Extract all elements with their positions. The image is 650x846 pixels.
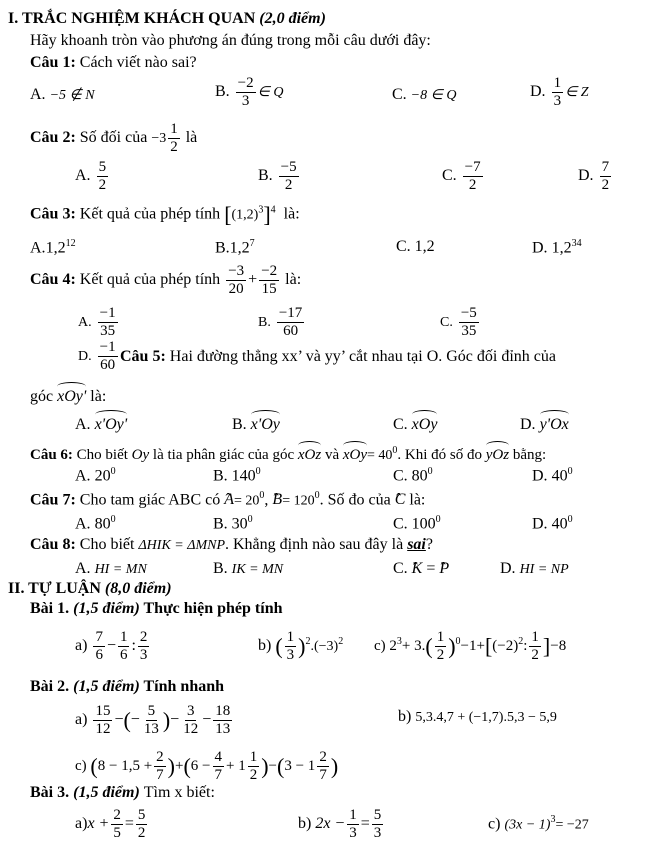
part1-title [8, 10, 326, 28]
q3-stem: Câu 3: Kết quả của phép tính $[(1,2)^3]^4$ là: [30, 202, 300, 227]
q7-option-b[interactable]: B. $30^0$ [213, 514, 253, 533]
q7-option-a[interactable]: A. $80^0$ [75, 514, 116, 533]
q2-option-a[interactable]: A. $\frac{5}{2}$ [75, 159, 107, 193]
q5-option-b[interactable]: B. x'Oy [232, 412, 280, 434]
q3-option-c[interactable]: C. 1,2 [396, 238, 435, 255]
q5-option-a[interactable]: A. x'Oy' [75, 412, 127, 434]
q8-option-a[interactable]: A. HI = MN [75, 560, 147, 577]
q8-option-b[interactable]: B. IK = MN [213, 560, 284, 577]
q3-option-b[interactable]: B.1,2$^7$ [215, 238, 255, 257]
q7-stem: Câu 7: Cho tam giác ABC có $A= 20^0$, $B= 120^0$. Số đo của C là: [30, 490, 426, 509]
q4-option-b[interactable]: B. $\frac{-17}{60}$ [258, 305, 303, 339]
q1-option-d[interactable]: D. $\frac{1}{3}$ ∈ Z [530, 75, 589, 109]
q3-option-d[interactable]: D. $1,2^{34}$ [532, 238, 582, 257]
q2-stem: Câu 2: Số đối của −3 $\frac{1}{2}$ là [30, 121, 198, 155]
q5-option-c[interactable]: C. xOy [393, 412, 437, 434]
bai3-c: c) $(3x - 1)^3= -27$ [488, 814, 589, 833]
q7-option-c[interactable]: C. $100^0$ [393, 514, 441, 533]
q6-option-a[interactable]: A. $20^0$ [75, 466, 116, 485]
q4-option-d[interactable]: D. $\frac{-1}{60}$ [78, 339, 116, 373]
q1-b-frac: $\frac{-2}{3}$ [237, 75, 254, 109]
q1-d-frac: $\frac{1}{3}$ [553, 75, 562, 109]
bai2-a: a) $\frac{15}{12}$ −(− $\frac{5}{13}$ )− $\frac{3}{12}$ − $\frac{18}{13}$ [75, 703, 231, 737]
q7-option-d[interactable]: D. $40^0$ [532, 514, 573, 533]
bai3-b: b) 2x − $\frac{1}{3}$ = $\frac{5}{3}$ [298, 807, 382, 841]
q1-option-a[interactable]: A. −5 ∉ N [30, 86, 95, 103]
q1-option-c[interactable]: C. −8 ∈ Q [392, 86, 457, 103]
q6-option-b[interactable]: B. $140^0$ [213, 466, 261, 485]
bai1-stem: Bài 1. (1,5 điểm) Thực hiện phép tính [30, 600, 283, 617]
bai3-stem: Bài 3. (1,5 điểm) Tìm x biết: [30, 784, 215, 801]
bai3-a: a)x + $\frac{2}{5}$ = $\frac{5}{2}$ [75, 807, 146, 841]
q2-option-c[interactable]: C. $\frac{-7}{2}$ [442, 159, 481, 193]
q1-label: Câu 1: [30, 54, 76, 71]
bai1-c: c) $2^3+ 3$.( $\frac{1}{2}$ )$^0-1+[(-2)^2$: $\frac{1}{2}$ ]−8 [374, 629, 567, 663]
q4-stem: Câu 4: Kết quả của phép tính $\frac{-3}{20}$ + $\frac{-2}{15}$ là: [30, 263, 302, 297]
q6-option-c[interactable]: C. $80^0$ [393, 466, 433, 485]
bai1-a: a) $\frac{7}{6}$ − $\frac{1}{6}$ : $\frac{2}{3}$ [75, 629, 148, 663]
part1-points: (2,0 điểm) [259, 10, 326, 27]
q6-stem: Câu 6: Cho biết Oy là tia phân giác của góc xOz và $xOy= 40^0$. Khi đó số đo yOz bằng: [30, 445, 547, 463]
q1-option-b[interactable]: B. $\frac{-2}{3}$ ∈ Q [215, 75, 284, 109]
q5-stem-line2: góc xOy' là: [30, 384, 106, 406]
part1-instruction: Hãy khoanh tròn vào phương án đúng trong mỗi câu dưới đây: [30, 32, 431, 49]
q5-option-d[interactable]: D. y'Ox [520, 412, 569, 434]
bai2-stem: Bài 2. (1,5 điểm) Tính nhanh [30, 678, 225, 695]
bai1-b: b) ( $\frac{1}{3}$ )$^2.(-3)^2$ [258, 629, 344, 663]
part2-title: II. TỰ LUẬN (8,0 điểm) [8, 580, 172, 597]
q3-option-a[interactable]: A.1,2$^{12}$ [30, 238, 76, 257]
q2-option-b[interactable]: B. $\frac{-5}{2}$ [258, 159, 297, 193]
part1-title-text: I. TRẮC NGHIỆM KHÁCH QUAN [8, 10, 256, 27]
q1-text: Cách viết nào sai? [79, 54, 197, 71]
q1-a-expr: −5 ∉ N [49, 88, 95, 103]
q5-stem: Câu 5: Hai đường thẳng xx’ và yy’ cắt nhau tại O. Góc đối đỉnh của [120, 348, 556, 365]
bai2-c: c) (8 − 1,5 + $\frac{2}{7}$ )+(6 − $\frac{4}{7}$ + 1 $\frac{1}{2}$ )−(3 − 1 $\frac{2}{7}$ ) [75, 749, 339, 783]
q4-option-c[interactable]: C. $\frac{-5}{35}$ [440, 305, 477, 339]
bai2-b: b) 5,3.4,7 + (−1,7).5,3 − 5,9 [398, 708, 557, 725]
q1-stem [30, 54, 197, 72]
q8-sai-emphasis: sai [407, 536, 426, 553]
q4-option-a[interactable]: A. $\frac{-1}{35}$ [78, 305, 116, 339]
q8-stem: Câu 8: Cho biết ΔHIK = ΔMNP. Khẳng định nào sau đây là sai? [30, 536, 433, 553]
q2-option-d[interactable]: D. $\frac{7}{2}$ [578, 159, 610, 193]
q6-option-d[interactable]: D. $40^0$ [532, 466, 573, 485]
q8-option-d[interactable]: D. HI = NP [500, 560, 569, 577]
q8-option-c[interactable]: C. K = P [393, 560, 450, 577]
